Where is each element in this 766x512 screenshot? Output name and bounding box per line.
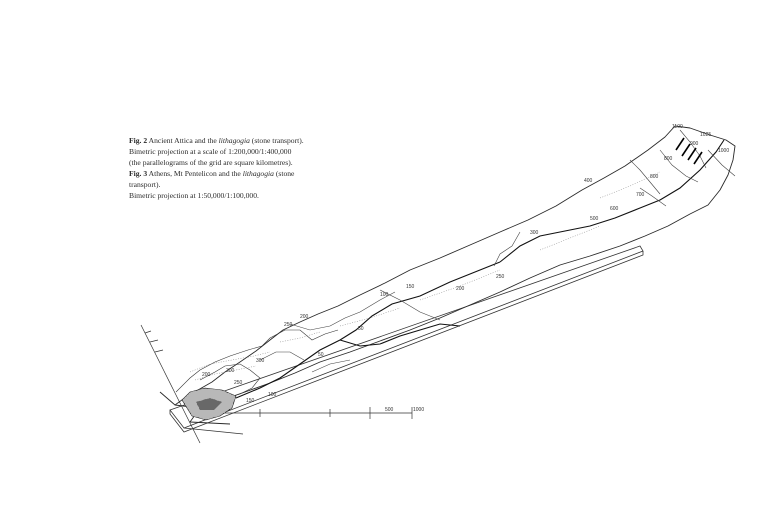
caption-line-2: Bimetric projection at a scale of 1:200,000/1:400,000 xyxy=(129,146,292,156)
fig2-label: Fig. 2 xyxy=(129,136,148,145)
base-plane xyxy=(170,246,643,434)
elev-label: 400 xyxy=(584,178,593,184)
elev-label: 200 xyxy=(202,372,211,378)
fig3-text-a: Athens, Mt Pentelicon and the xyxy=(148,168,241,178)
elev-label: 500 xyxy=(590,216,599,222)
elev-label: 900 xyxy=(690,141,699,147)
fig2-term: lithagogia xyxy=(218,136,250,145)
elev-label: 200 xyxy=(300,314,309,320)
scale-label-mid: 500 xyxy=(385,407,394,413)
elev-label: 800 xyxy=(650,174,659,180)
fig3-term: lithagogia xyxy=(242,168,274,178)
elev-label: 300 xyxy=(256,358,265,364)
secondary-routes xyxy=(260,130,735,372)
elev-label: 250 xyxy=(496,274,505,280)
vertical-axis xyxy=(141,325,200,443)
elev-label: 300 xyxy=(530,230,539,236)
elev-label: 600 xyxy=(610,206,619,212)
elev-label: 50 xyxy=(318,352,324,358)
elev-label: 200 xyxy=(456,286,465,292)
elev-label: 250 xyxy=(234,380,243,386)
elev-label: 1100 xyxy=(672,124,683,130)
elev-label: 150 xyxy=(406,284,415,290)
elev-label: 800 xyxy=(664,156,673,162)
elev-label: 100 xyxy=(268,392,277,398)
fig3-label: Fig. 3 xyxy=(129,168,148,178)
fig3-text-b: (stone xyxy=(275,168,295,178)
scale-label-end: 1000 xyxy=(413,407,425,413)
elev-label: 50 xyxy=(358,326,364,332)
caption-line-6: Bimetric projection at 1:50,000/1:100,000. xyxy=(129,190,259,200)
elev-label: 1000 xyxy=(718,148,730,154)
elev-label: 150 xyxy=(246,398,255,404)
elev-label: 250 xyxy=(284,322,293,328)
elev-label: 1025 xyxy=(700,132,712,138)
fig2-text-b: (stone transport). xyxy=(251,136,304,145)
elev-label: 700 xyxy=(636,192,645,198)
fig2-text-a: Ancient Attica and the xyxy=(148,136,217,145)
elev-label: 100 xyxy=(380,292,389,298)
terrain-outline xyxy=(160,126,735,424)
elevation-labels xyxy=(202,124,729,404)
caption-line-5: transport). xyxy=(129,179,161,189)
caption-line-3: (the parallelograms of the grid are square kilometres). xyxy=(129,157,293,167)
elev-label: 300 xyxy=(226,368,235,374)
